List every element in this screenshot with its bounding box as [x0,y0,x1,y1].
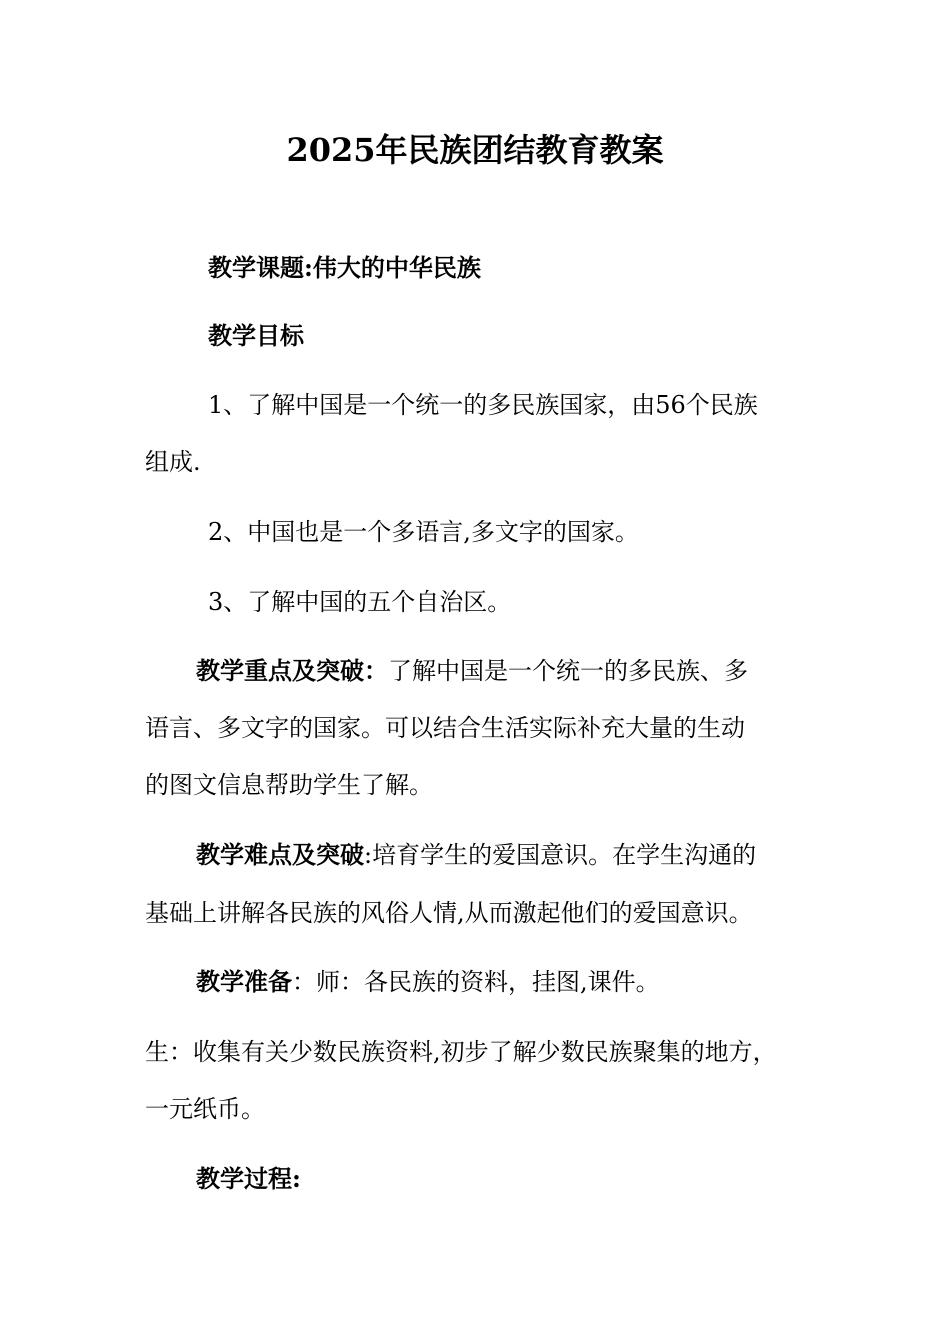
goal-2: 2、中国也是一个多语言,多文字的国家。 [208,518,639,546]
goal-1-line-2: 组成. [145,448,201,476]
key-points-label: 教学重点及突破： [196,656,388,685]
page-title: 2025年民族团结教育教案 [286,131,664,169]
difficulty-label: 教学难点及突破 [196,840,364,869]
goal-heading: 教学目标 [208,321,304,350]
key-points-line-3: 的图文信息帮助学生了解。 [145,771,433,799]
key-points-text: 了解中国是一个统一的多民族、多 [388,657,748,685]
preparation-label: 教学准备 [196,967,292,996]
lesson-topic: 教学课题:伟大的中华民族 [208,253,481,282]
difficulty-line-2: 基础上讲解各民族的风俗人情,从而激起他们的爱国意识。 [145,899,753,927]
goal-1-line-1: 1、了解中国是一个统一的多民族国家，由56个民族 [208,391,758,419]
preparation-line [196,965,660,999]
process-heading: 教学过程: [196,1164,301,1193]
goal-3: 3、了解中国的五个自治区。 [208,588,512,616]
student-prep-line-1: 生：收集有关少数民族资料,初步了解少数民族聚集的地方， [145,1038,777,1066]
preparation-text: ：师：各民族的资料，挂图,课件。 [292,968,660,996]
difficulty-text: :培育学生的爱国意识。在学生沟通的 [364,841,757,869]
student-prep-line-2: 一元纸币。 [145,1095,265,1123]
difficulty-line-1 [196,838,756,872]
key-points-line-1 [196,654,748,688]
key-points-line-2: 语言、多文字的国家。可以结合生活实际补充大量的生动 [145,714,745,742]
